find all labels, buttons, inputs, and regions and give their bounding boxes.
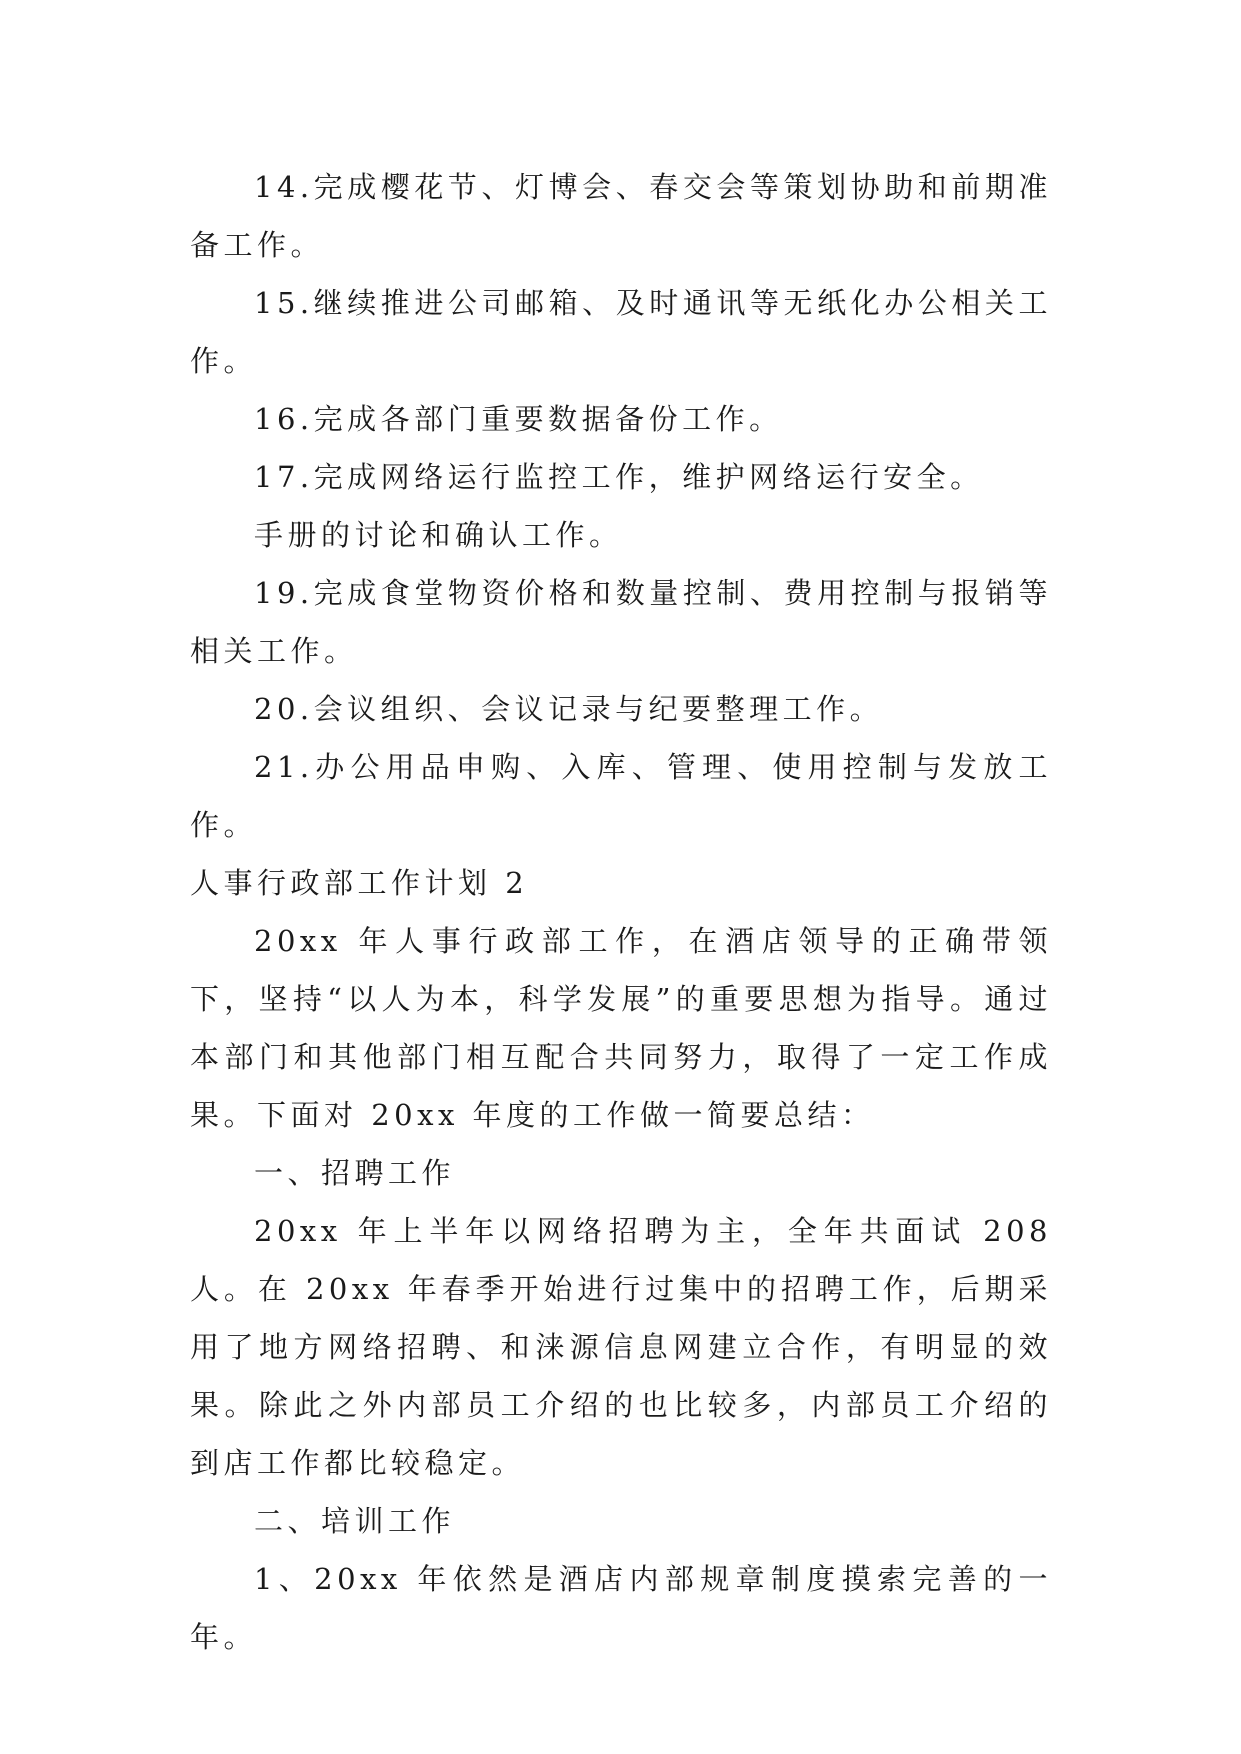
heading-training: 二、培训工作 [254, 1504, 456, 1538]
paragraph-intro: 20xx 年人事行政部工作，在酒店领导的正确带领下，坚持“以人为本，科学发展”的重要思想为指导。通过本部门和其他部门相互配合共同努力，取得了一定工作成果。下面对 20xx 年度的工作做一简要总结： [190, 924, 1052, 1132]
paragraph-item-21: 21.办公用品申购、入库、管理、使用控制与发放工作。 [190, 750, 1052, 842]
paragraph-training-1: 1、20xx 年依然是酒店内部规章制度摸索完善的一年。 [190, 1562, 1052, 1654]
paragraph-item-20: 20.会议组织、会议记录与纪要整理工作。 [254, 692, 884, 726]
paragraph-item-19: 19.完成食堂物资价格和数量控制、费用控制与报销等相关工作。 [190, 576, 1052, 668]
document-body [190, 158, 1052, 1666]
paragraph-recruitment: 20xx 年上半年以网络招聘为主，全年共面试 208 人。在 20xx 年春季开始进行过集中的招聘工作，后期采用了地方网络招聘、和涞源信息网建立合作，有明显的效果。除此之外内部员工介绍的也比较多，内部员工介绍的到店工作都比较稳定。 [190, 1214, 1052, 1480]
paragraph-item-14: 14.完成樱花节、灯博会、春交会等策划协助和前期准备工作。 [190, 170, 1052, 262]
paragraph-item-16: 16.完成各部门重要数据备份工作。 [254, 402, 783, 436]
paragraph-item-17: 17.完成网络运行监控工作，维护网络运行安全。 [254, 460, 984, 494]
section-title: 人事行政部工作计划 2 [190, 866, 529, 900]
paragraph-item-15: 15.继续推进公司邮箱、及时通讯等无纸化办公相关工作。 [190, 286, 1052, 378]
paragraph-handbook: 手册的讨论和确认工作。 [254, 518, 623, 552]
heading-recruitment: 一、招聘工作 [254, 1156, 456, 1190]
